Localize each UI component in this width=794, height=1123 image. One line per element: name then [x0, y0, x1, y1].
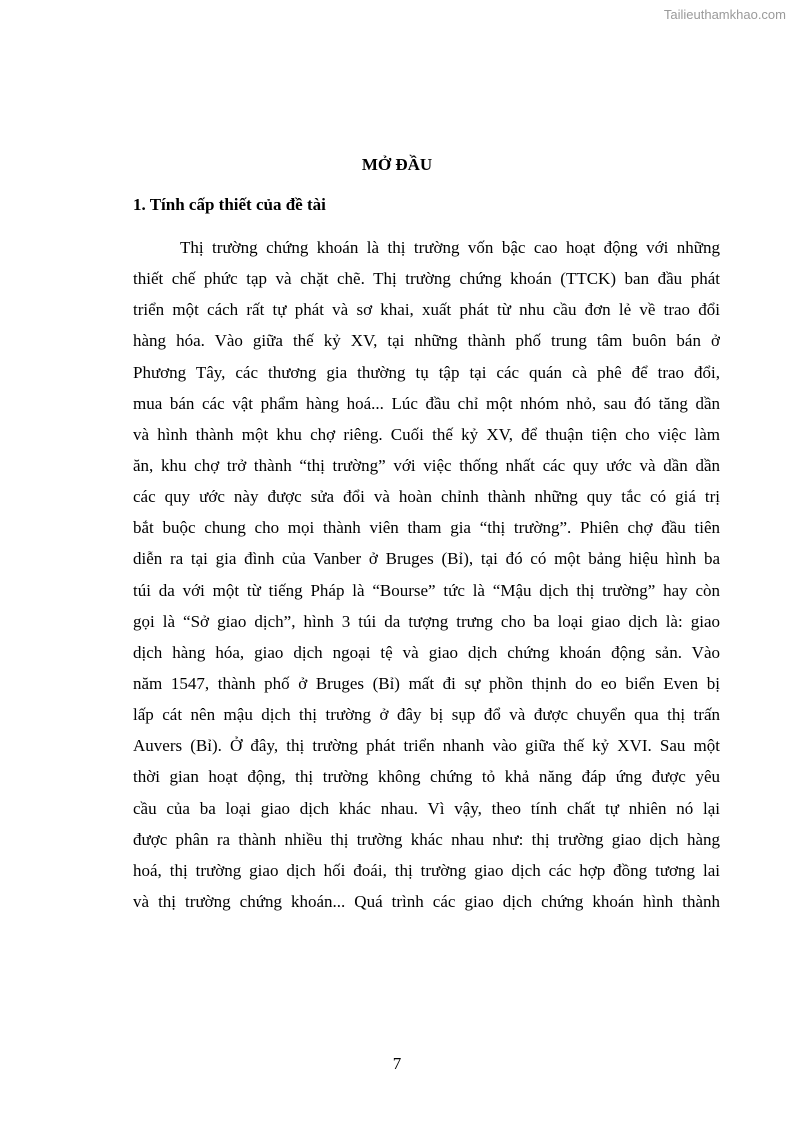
body-line: Auvers (Bỉ). Ở đây, thị trường phát triển nhanh vào giữa thế kỷ XVI. Sau một	[133, 736, 720, 756]
section-title: 1. Tính cấp thiết của đề tài	[133, 195, 326, 214]
body-line: và hình thành một khu chợ riêng. Cuối thế kỷ XV, để thuận tiện cho việc làm	[133, 424, 720, 444]
body-line: hoá, thị trường giao dịch hối đoái, thị trường giao dịch các hợp đồng tương lai	[133, 860, 720, 880]
body-line: diễn ra tại gia đình của Vanber ở Bruges (Bỉ), tại đó có một bảng hiệu hình ba	[133, 549, 720, 569]
page-number: 7	[392, 1054, 402, 1073]
body-line: túi da với một từ tiếng Pháp là “Bourse” tức là “Mậu dịch thị trường” hay còn	[133, 580, 720, 600]
body-line: dịch hàng hóa, giao dịch ngoại tệ và giao dịch chứng khoán động sản. Vào	[133, 642, 720, 662]
body-line: ăn, khu chợ trở thành “thị trường” với việc thống nhất các quy ước và dần dần	[133, 455, 720, 475]
body-line: triển một cách rất tự phát và sơ khai, xuất phát từ nhu cầu đơn lẻ về trao đổi	[133, 300, 720, 320]
body-line: năm 1547, thành phố ở Bruges (Bỉ) mất đi sự phồn thịnh do eo biển Even bị	[133, 673, 720, 693]
page-heading: MỞ ĐẦU	[361, 155, 433, 174]
body-line: thời gian hoạt động, thị trường không chứng tỏ khả năng đáp ứng được yêu	[133, 767, 720, 787]
body-line: thiết chế phức tạp và chặt chẽ. Thị trường chứng khoán (TTCK) ban đầu phát	[133, 269, 720, 289]
body-text	[133, 232, 720, 917]
body-line: Thị trường chứng khoán là thị trường vốn bậc cao hoạt động với những	[180, 238, 720, 257]
body-line: gọi là “Sở giao dịch”, hình 3 túi da tượng trưng cho ba loại giao dịch là: giao	[133, 611, 720, 631]
body-line: Phương Tây, các thương gia thường tụ tập tại các quán cà phê để trao đổi,	[133, 362, 720, 382]
body-line: được phân ra thành nhiều thị trường khác nhau như: thị trường giao dịch hàng	[133, 829, 720, 849]
body-line: lấp cát nên mậu dịch thị trường ở đây bị sụp đổ và được chuyển qua thị trấn	[133, 705, 720, 725]
body-line: các quy ước này được sửa đổi và hoàn chỉnh thành những quy tắc có giá trị	[133, 487, 720, 507]
body-line: mua bán các vật phẩm hàng hoá... Lúc đầu chỉ một nhóm nhỏ, sau đó tăng dần	[133, 393, 720, 413]
body-line: bắt buộc chung cho mọi thành viên tham gia “thị trường”. Phiên chợ đầu tiên	[133, 518, 720, 538]
watermark: Tailieuthamkhao.com	[663, 7, 786, 22]
body-line: hàng hóa. Vào giữa thế kỷ XV, tại những thành phố trung tâm buôn bán ở	[133, 331, 720, 351]
body-line: và thị trường chứng khoán... Quá trình các giao dịch chứng khoán hình thành	[133, 891, 720, 911]
body-line: cầu của ba loại giao dịch khác nhau. Vì vậy, theo tính chất tự nhiên nó lại	[133, 798, 720, 818]
